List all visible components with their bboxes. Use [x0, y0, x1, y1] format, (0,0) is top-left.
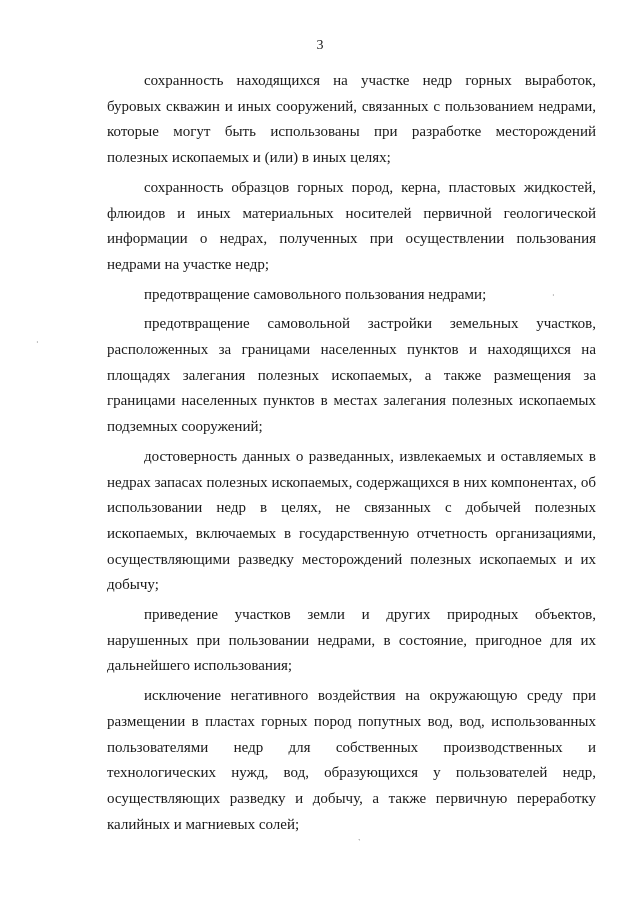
page-number: 3	[316, 38, 324, 53]
scan-speck: ·	[552, 291, 555, 300]
paragraph-6: приведение участков земли и других природных объектов, нарушенных при пользовании недрами, в состояние, пригодное для их дальнейшего использования;	[107, 607, 596, 675]
paragraph-7: исключение негативного воздействия на окружающую среду при размещении в пластах горных пород попутных вод, вод, использованных пользователями недр для собственных производственных и технологических нужд, вод, образующихся у пользователей недр, осуществляющих разведку и добычу, а также первичную переработку калийных и магниевых солей;	[107, 688, 596, 833]
paragraph-3: предотвращение самовольного пользования недрами;	[144, 286, 487, 303]
paragraph-2: сохранность образцов горных пород, керна, пластовых жидкостей, флюидов и иных материальных носителей первичной геологической информации о недрах, полученных при осуществлении пользования недрами на участке недр;	[107, 179, 596, 273]
body-text	[107, 69, 596, 842]
paragraph-1: сохранность находящихся на участке недр горных выработок, буровых скважин и иных сооружений, связанных с пользованием недрами, которые могут быть использованы при разработке месторождений полезных ископаемых и (или) в иных целях;	[107, 73, 596, 167]
paragraph-5: достоверность данных о разведанных, извлекаемых и оставляемых в недрах запасах полезных ископаемых, содержащихся в них компонентах, об использовании недр в целях, не связанных с добычей полезных ископаемых, включаемых в государственную отчетность организациями, осуществляющими разведку месторождений полезных ископаемых и их добычу;	[107, 448, 596, 594]
scan-speck: ·	[36, 338, 39, 347]
paragraph-4: предотвращение самовольной застройки земельных участков, расположенных за границами населенных пунктов и находящихся на площадях залегания полезных ископаемых, а также размещения за границами населенных пунктов в местах залегания полезных ископаемых подземных сооружений;	[107, 316, 596, 436]
scan-speck: `	[358, 838, 361, 847]
